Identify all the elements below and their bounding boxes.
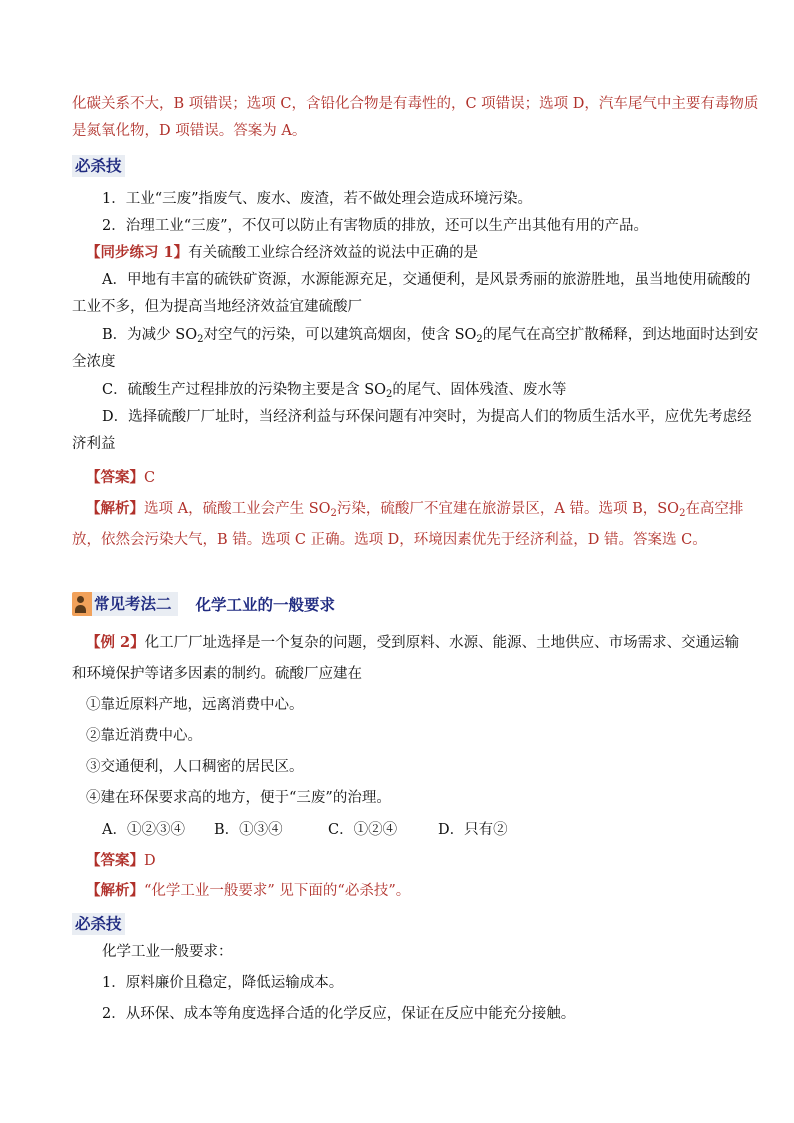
example-choice-2: ②靠近消费中心。 bbox=[86, 728, 202, 744]
practice-option-c bbox=[102, 380, 566, 400]
subscript: 2 bbox=[679, 508, 686, 519]
example-options bbox=[102, 820, 508, 840]
option-c-text-2: 的尾气、固体残渣、废水等 bbox=[392, 382, 567, 398]
tip2-intro: 化学工业一般要求： bbox=[102, 944, 233, 960]
example-option-a: A．①②③④ bbox=[102, 822, 185, 838]
practice-tag: 【同步练习 1】 bbox=[86, 244, 189, 261]
practice-analysis-line-1 bbox=[86, 499, 743, 519]
subscript: 2 bbox=[197, 334, 204, 345]
tip1-item-1: 1．工业“三废”指废气、废水、废渣，若不做处理会造成环境污染。 bbox=[102, 191, 533, 207]
subscript: 2 bbox=[386, 389, 393, 400]
subscript: 2 bbox=[330, 508, 337, 519]
practice-option-d-line-2: 济利益 bbox=[72, 436, 116, 452]
practice-question-text: 有关硫酸工业综合经济效益的说法中正确的是 bbox=[188, 245, 479, 261]
option-c-text-1: C．硫酸生产过程排放的污染物主要是含 SO bbox=[102, 382, 387, 398]
example-answer bbox=[86, 851, 156, 871]
section-title: 化学工业的一般要求 bbox=[195, 595, 336, 614]
answer-value: C bbox=[144, 470, 156, 486]
practice-option-b-line-2: 全浓度 bbox=[72, 354, 116, 370]
example-choice-3: ③交通便利，人口稠密的居民区。 bbox=[86, 759, 304, 775]
analysis-text-2: 污染，硫酸厂不宜建在旅游景区，A 错。选项 B，SO bbox=[336, 501, 680, 517]
practice-option-b-line-1 bbox=[102, 325, 758, 345]
practice-option-a-line-2: 工业不多，但为提高当地经济效益宜建硫酸厂 bbox=[72, 299, 362, 315]
analysis-tag: 【解析】 bbox=[86, 500, 144, 517]
example-option-c: C．①②④ bbox=[328, 822, 398, 838]
practice-option-a-line-1: A．甲地有丰富的硫铁矿资源，水源能源充足，交通便利，是风景秀丽的旅游胜地，虽当地使用硫酸的 bbox=[102, 272, 751, 288]
tip2-item-1: 1．原料廉价且稳定，降低运输成本。 bbox=[102, 975, 344, 991]
tip2-item-2: 2．从环保、成本等角度选择合适的化学反应，保证在反应中能充分接触。 bbox=[102, 1006, 576, 1022]
subscript: 2 bbox=[476, 334, 483, 345]
practice-answer bbox=[86, 468, 155, 488]
tip1-item-2: 2．治理工业“三废”，不仅可以防止有害物质的排放，还可以生产出其他有用的产品。 bbox=[102, 218, 649, 234]
tips-heading-2: 必杀技 bbox=[72, 913, 125, 935]
example-question-line-2: 和环境保护等诸多因素的制约。硫酸厂应建在 bbox=[72, 666, 362, 682]
example-choice-4: ④建在环保要求高的地方，便于“三废”的治理。 bbox=[86, 790, 391, 806]
practice-option-d-line-1: D．选择硫酸厂厂址时，当经济利益与环保问题有冲突时，为提高人们的物质生活水平，应优先考虑经 bbox=[102, 409, 752, 425]
answer-tag: 【答案】 bbox=[86, 469, 144, 486]
answer-tag: 【答案】 bbox=[86, 852, 144, 869]
tips-heading-1: 必杀技 bbox=[72, 155, 125, 177]
example-question-line-1 bbox=[86, 633, 739, 653]
example-option-b: B．①③④ bbox=[214, 822, 283, 838]
example-choice-1: ①靠近原料产地，远离消费中心。 bbox=[86, 697, 304, 713]
option-b-text-3: 的尾气在高空扩散稀释，到达地面时达到安 bbox=[482, 327, 759, 343]
example-text-1: 化工厂厂址选择是一个复杂的问题，受到原料、水源、能源、土地供应、市场需求、交通运输 bbox=[144, 635, 740, 651]
example-option-d: D．只有② bbox=[438, 822, 508, 838]
analysis-text-3: 在高空排 bbox=[685, 501, 744, 517]
analysis-continued-line-2: 是氮氧化物，D 项错误。答案为 A。 bbox=[72, 123, 307, 139]
example-tag: 【例 2】 bbox=[86, 634, 145, 651]
section-header bbox=[72, 591, 335, 617]
practice-analysis-line-2: 放，依然会污染大气，B 错。选项 C 正确。选项 D，环境因素优先于经济利益，D 错。答案选 C。 bbox=[72, 532, 707, 548]
practice-question bbox=[86, 243, 478, 263]
analysis-continued-line-1: 化碳关系不大，B 项错误；选项 C，含铅化合物是有毒性的，C 项错误；选项 D，汽车尾气中主要有毒物质 bbox=[72, 96, 759, 112]
analysis-text-1: 选项 A，硫酸工业会产生 SO bbox=[144, 501, 331, 517]
section-label: 常见考法二 bbox=[92, 592, 178, 616]
option-b-text-2: 对空气的污染，可以建筑高烟囱，使含 SO bbox=[203, 327, 477, 343]
option-b-text-1: B．为减少 SO bbox=[102, 327, 198, 343]
analysis-text: “化学工业一般要求” 见下面的“必杀技”。 bbox=[144, 883, 411, 899]
analysis-tag: 【解析】 bbox=[86, 882, 144, 899]
answer-value: D bbox=[144, 853, 156, 869]
example-analysis bbox=[86, 881, 410, 901]
